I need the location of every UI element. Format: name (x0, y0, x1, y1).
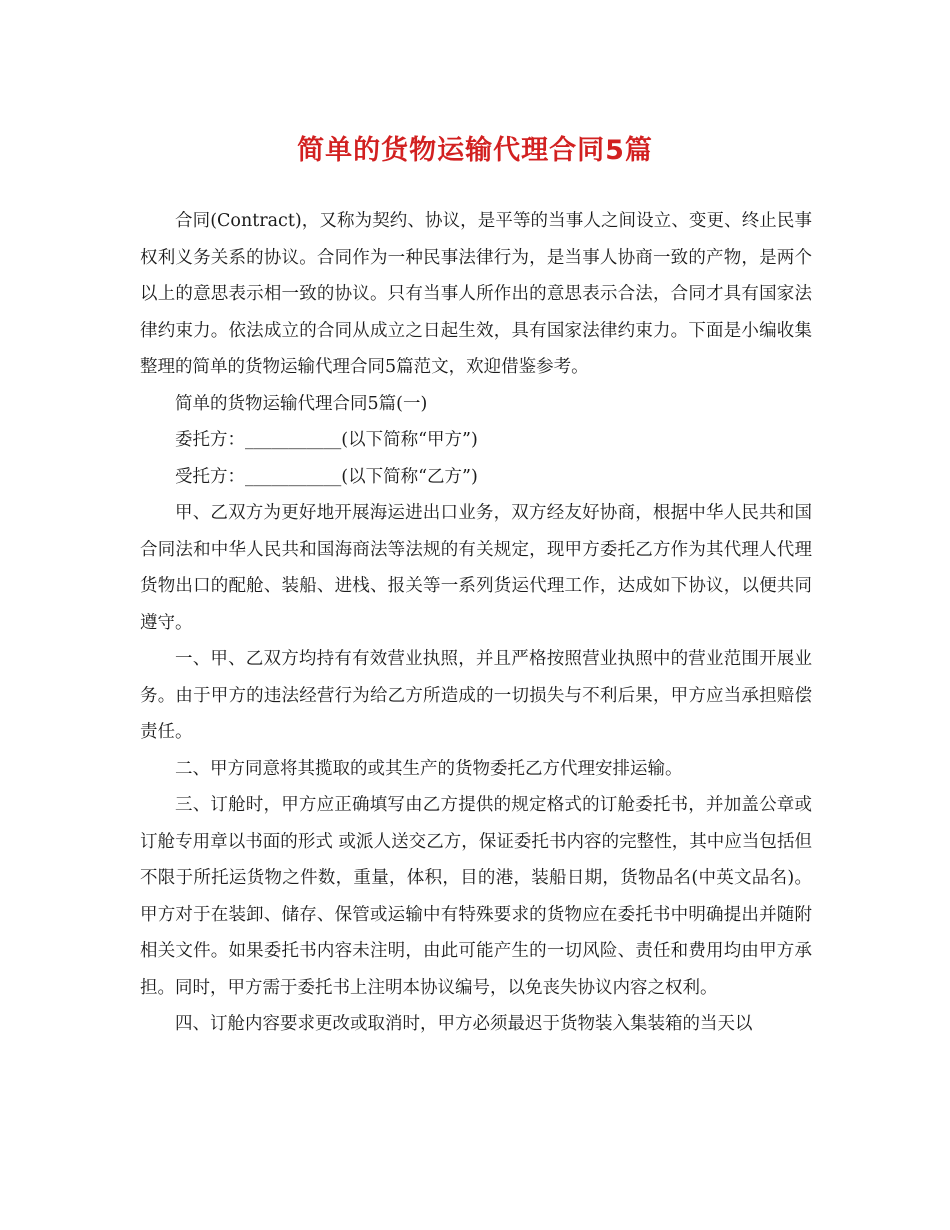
document-title: 简单的货物运输代理合同5篇 (297, 135, 653, 166)
paragraph-agent: 受托方：___________(以下简称“乙方”) (175, 466, 478, 487)
paragraph-clause-1: 一、甲、乙双方均持有有效营业执照，并且严格按照营业执照中的营业范围开展业务。由于甲方的违法经营行为给乙方所造成的一切损失与不利后果，甲方应当承担赔偿责任。 (140, 649, 812, 742)
document-body (140, 203, 812, 1043)
paragraph-principal: 委托方：___________(以下简称“甲方”) (175, 430, 478, 450)
paragraph-clause-2: 二、甲方同意将其揽取的或其生产的货物委托乙方代理安排运输。 (175, 758, 683, 779)
paragraph-intro: 合同(Contract)，又称为契约、协议，是平等的当事人之间设立、变更、终止民事权利义务关系的协议。合同作为一种民事法律行为，是当事人协商一致的产物，是两个以上的意思表示相一致的协议。只有当事人所作出的意思表示合法，合同才具有国家法律约束力。依法成立的合同从成立之日起生效，具有国家法律约束力。下面是小编收集整理的简单的货物运输代理合同5篇范文，欢迎借鉴参考。 (140, 211, 812, 377)
paragraph-preamble: 甲、乙双方为更好地开展海运进出口业务，双方经友好协商，根据中华人民共和国合同法和中华人民共和国海商法等法规的有关规定，现甲方委托乙方作为其代理人代理货物出口的配舱、装船、进栈、报关等一系列货运代理工作，达成如下协议，以便共同遵守。 (140, 503, 812, 633)
paragraph-section-heading: 简单的货物运输代理合同5篇(一) (175, 393, 428, 414)
paragraph-clause-3: 三、订舱时，甲方应正确填写由乙方提供的规定格式的订舱委托书，并加盖公章或订舱专用章以书面的形式 或派人送交乙方，保证委托书内容的完整性，其中应当包括但不限于所托运货物之件数，重量，体积，目的港，装船日期，货物品名(中英文品名)。甲方对于在装卸、储存、保管或运输中有特殊要求的货物应在委托书中明确提出并随附相关文件。如果委托书内容未注明，由此可能产生的一切风险、责任和费用均由甲方承担。同时，甲方需于委托书上注明本协议编号，以免丧失协议内容之权利。 (140, 795, 812, 998)
paragraph-clause-4: 四、订舱内容要求更改或取消时，甲方必须最迟于货物装入集装箱的当天以 (175, 1014, 753, 1034)
